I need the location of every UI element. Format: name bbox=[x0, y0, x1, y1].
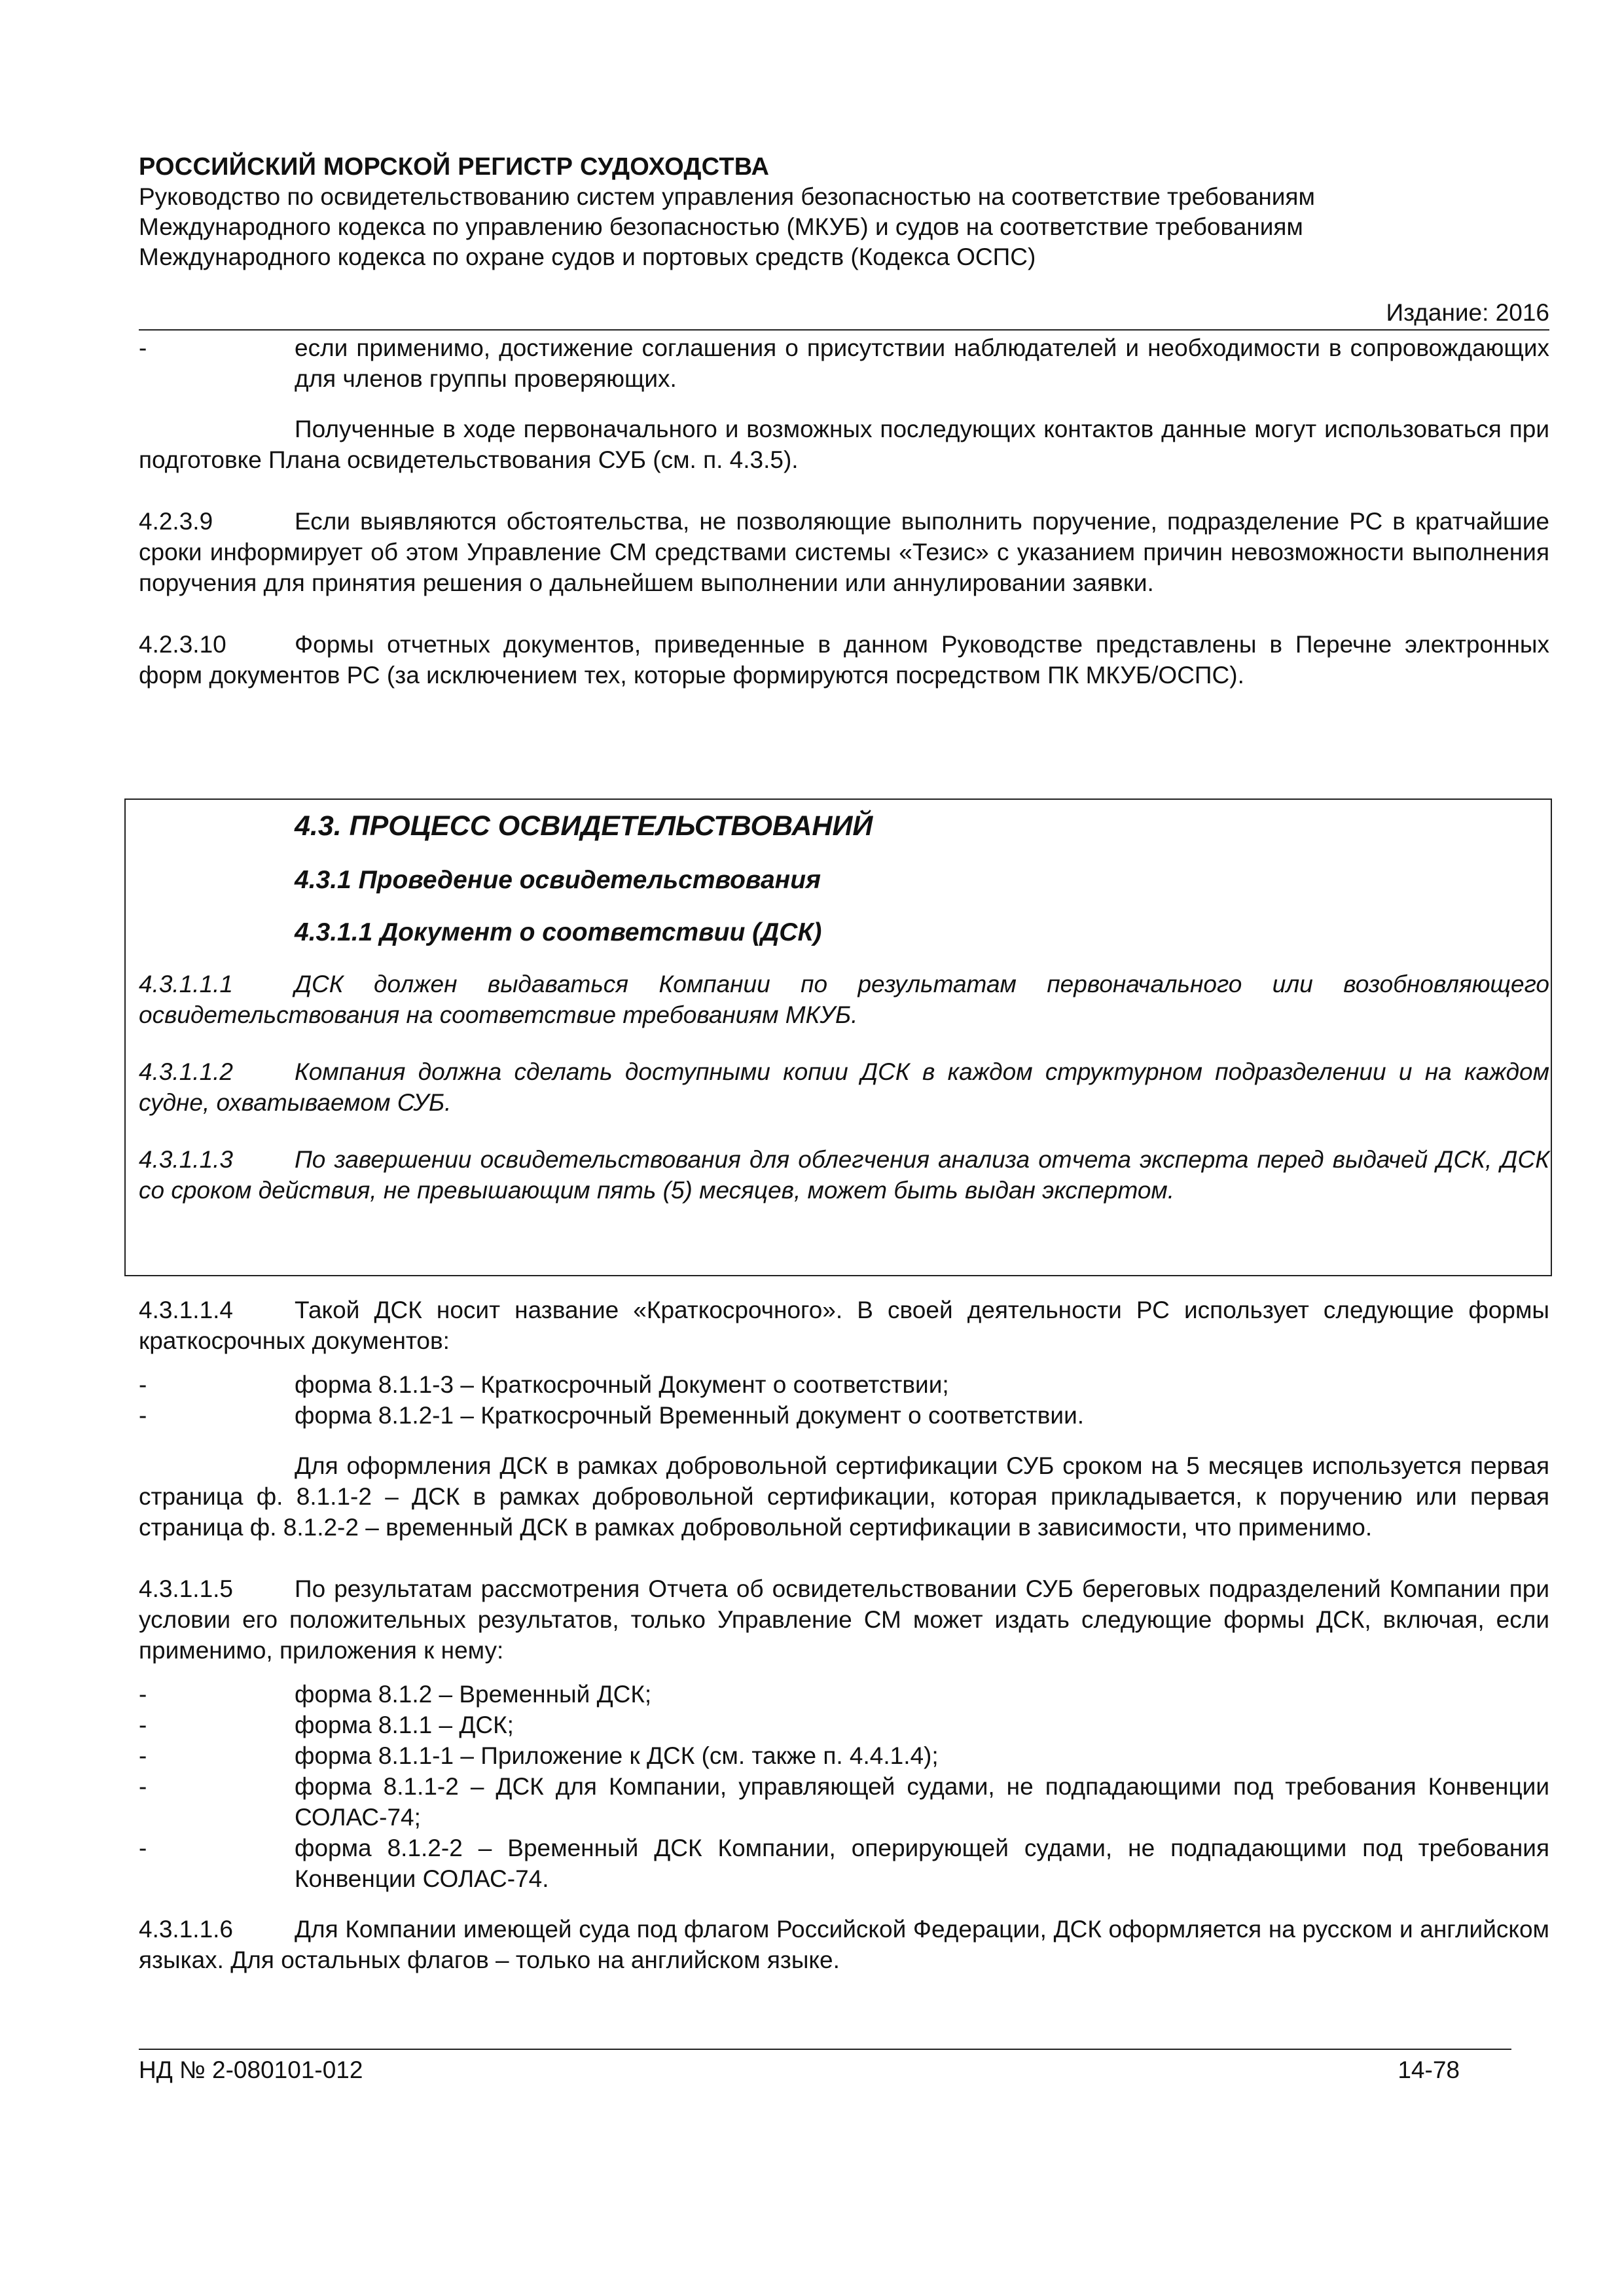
paragraph: Для оформления ДСК в рамках добровольной сертификации СУБ сроком на 5 месяцев используется первая страница ф. 8.1.1-2 – ДСК в рамках добровольной сертификации, которая прикладывается, к поручению или первая страница ф. 8.1.2-2 – временный ДСК в рамках добровольной сертификации в зависимости, что применимо. bbox=[139, 1452, 1549, 1541]
section-heading-4-3: 4.3. ПРОЦЕСС ОСВИДЕТЕЛЬСТВОВАНИЙ bbox=[295, 810, 873, 842]
document-number: НД № 2-080101-012 bbox=[139, 2056, 363, 2083]
clause-4-2-3-9 bbox=[139, 506, 1549, 598]
list-item-text: форма 8.1.1-2 – ДСК для Компании, управляющей судами, не подпадающими под требования Конвенции СОЛАС-74; bbox=[295, 1773, 1549, 1831]
clause-4-2-3-10 bbox=[139, 629, 1549, 691]
clause-number: 4.3.1.1.1 bbox=[139, 971, 234, 997]
page-header bbox=[139, 152, 1553, 272]
document-title-line-2: Международного кодекса по управлению безопасностью (МКУБ) и судов на соответствие требованиям bbox=[139, 213, 1303, 240]
clause-4-3-1-1-1 bbox=[139, 969, 1549, 1030]
list-item bbox=[139, 1400, 1549, 1431]
clause-text: По результатам рассмотрения Отчета об освидетельствовании СУБ береговых подразделений Компании при условии его положительных результатов, только Управление СМ может издать следующие формы ДСК, включая, если применимо, приложения к нему: bbox=[139, 1575, 1549, 1664]
paragraph: Полученные в ходе первоначального и возможных последующих контактов данные могут использоваться при подготовке Плана освидетельствования СУБ (см. п. 4.3.5). bbox=[139, 416, 1549, 473]
clause-4-3-1-1-2 bbox=[139, 1056, 1549, 1118]
list-item-text: форма 8.1.2 – Временный ДСК; bbox=[295, 1681, 652, 1708]
list-item-text: форма 8.1.1-3 – Краткосрочный Документ о соответствии; bbox=[295, 1371, 949, 1398]
list-item-text: форма 8.1.1-1 – Приложение к ДСК (см. также п. 4.4.1.4); bbox=[295, 1742, 939, 1769]
clause-number: 4.3.1.1.4 bbox=[139, 1297, 234, 1323]
highlighted-section-box bbox=[124, 798, 1552, 1276]
list-item bbox=[139, 1771, 1549, 1833]
page-number: 14-78 bbox=[1398, 2056, 1460, 2083]
list-item bbox=[139, 1369, 1549, 1400]
clause-number: 4.2.3.10 bbox=[139, 631, 226, 658]
list-item-text: форма 8.1.2-2 – Временный ДСК Компании, оперирующей судами, не подпадающими под требования Конвенции СОЛАС-74. bbox=[295, 1835, 1549, 1892]
clause-number: 4.3.1.1.6 bbox=[139, 1916, 234, 1943]
clause-number: 4.3.1.1.3 bbox=[139, 1146, 234, 1173]
clause-number: 4.3.1.1.5 bbox=[139, 1575, 234, 1602]
clause-4-3-1-1-5 bbox=[139, 1573, 1549, 1666]
edition-label: Издание: 2016 bbox=[1386, 299, 1549, 326]
list-item bbox=[139, 332, 1549, 394]
list-marker: - bbox=[139, 1835, 147, 1861]
list-marker: - bbox=[139, 1681, 147, 1708]
list-marker: - bbox=[139, 334, 147, 361]
clause-text: Такой ДСК носит название «Краткосрочного». В своей деятельности РС использует следующие формы краткосрочных документов: bbox=[139, 1297, 1549, 1354]
list-item bbox=[139, 1740, 1549, 1771]
list-item bbox=[139, 1833, 1549, 1894]
clause-text: По завершении освидетельствования для облегчения анализа отчета эксперта перед выдачей ДСК, ДСК со сроком действия, не превышающим пять (5) месяцев, может быть выдан экспертом. bbox=[139, 1146, 1549, 1204]
organization-name: РОССИЙСКИЙ МОРСКОЙ РЕГИСТР СУДОХОДСТВА bbox=[139, 153, 770, 181]
list-item-text: форма 8.1.1 – ДСК; bbox=[295, 1712, 514, 1738]
clause-4-3-1-1-3 bbox=[139, 1144, 1549, 1206]
list-marker: - bbox=[139, 1742, 147, 1769]
list-marker: - bbox=[139, 1712, 147, 1738]
list-item-text: если применимо, достижение соглашения о присутствии наблюдателей и необходимости в сопровождающих для членов группы проверяющих. bbox=[295, 334, 1549, 392]
footer-divider bbox=[139, 2049, 1511, 2050]
header-divider bbox=[139, 329, 1549, 331]
list-marker: - bbox=[139, 1402, 147, 1429]
list-marker: - bbox=[139, 1773, 147, 1800]
clause-number: 4.3.1.1.2 bbox=[139, 1058, 234, 1085]
clause-text: ДСК должен выдаваться Компании по результатам первоначального или возобновляющего освидетельствования на соответствие требованиям МКУБ. bbox=[139, 971, 1549, 1028]
top-section bbox=[139, 332, 1549, 691]
document-title-line-1: Руководство по освидетельствованию систем управления безопасностью на соответствие требованиям bbox=[139, 183, 1315, 210]
lower-section bbox=[139, 1295, 1549, 1975]
clause-text: Для Компании имеющей суда под флагом Российской Федерации, ДСК оформляется на русском и английском языках. Для остальных флагов – только на английском языке. bbox=[139, 1916, 1549, 1973]
list-marker: - bbox=[139, 1371, 147, 1398]
clause-number: 4.2.3.9 bbox=[139, 508, 213, 535]
clause-4-3-1-1-6 bbox=[139, 1914, 1549, 1975]
document-title-line-3: Международного кодекса по охране судов и портовых средств (Кодекса ОСПС) bbox=[139, 243, 1036, 270]
subsection-heading-4-3-1: 4.3.1 Проведение освидетельствования bbox=[295, 866, 821, 894]
list-item bbox=[139, 1710, 1549, 1740]
clause-text: Если выявляются обстоятельства, не позволяющие выполнить поручение, подразделение РС в кратчайшие сроки информирует об этом Управление СМ средствами системы «Тезис» с указанием причин невозможности выполнения поручения для принятия решения о дальнейшем выполнении или аннулировании заявки. bbox=[139, 508, 1549, 596]
list-item bbox=[139, 1679, 1549, 1710]
clause-text: Компания должна сделать доступными копии ДСК в каждом структурном подразделении и на каждом судне, охватываемом СУБ. bbox=[139, 1058, 1549, 1116]
clause-text: Формы отчетных документов, приведенные в данном Руководстве представлены в Перечне электронных форм документов РС (за исключением тех, которые формируются посредством ПК МКУБ/ОСПС). bbox=[139, 631, 1549, 689]
list-item-text: форма 8.1.2-1 – Краткосрочный Временный документ о соответствии. bbox=[295, 1402, 1085, 1429]
subsection-heading-4-3-1-1: 4.3.1.1 Документ о соответствии (ДСК) bbox=[295, 918, 822, 946]
clause-4-3-1-1-4 bbox=[139, 1295, 1549, 1356]
